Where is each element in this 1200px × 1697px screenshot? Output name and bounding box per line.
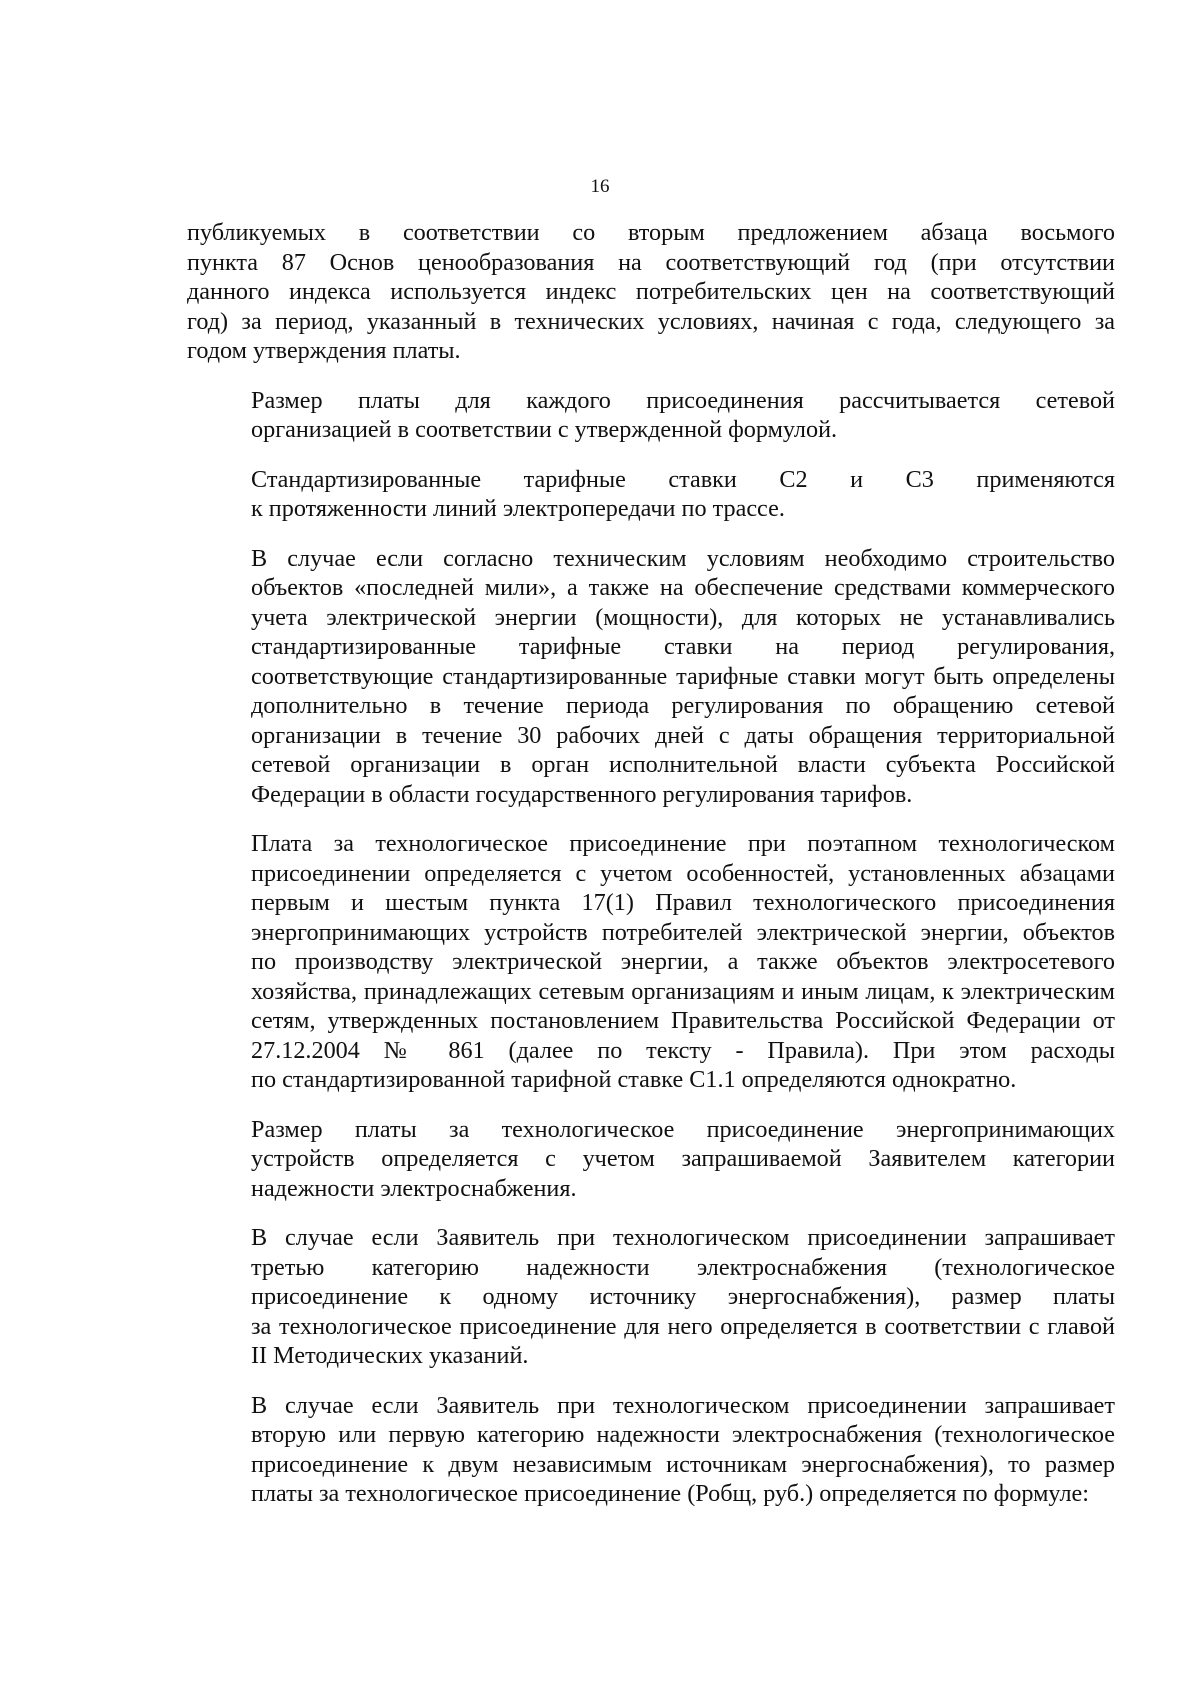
text-line: Размер платы для каждого присоединения рассчитывается сетевой — [251, 386, 1115, 414]
text-line: II Методических указаний. — [251, 1342, 529, 1369]
text-line: учета электрической энергии (мощности), для которых не устанавливались — [251, 603, 1115, 631]
text-line: дополнительно в течение периода регулирования по обращению сетевой — [251, 692, 1115, 719]
text-line: по стандартизированной тарифной ставке С1.1 определяются однократно. — [251, 1066, 1017, 1093]
text-line: за технологическое присоединение для него определяется в соответствии с главой — [251, 1312, 1115, 1340]
text-line: хозяйства, принадлежащих сетевым организациям и иным лицам, к электрическим — [251, 977, 1115, 1005]
text-line: к протяженности линий электропередачи по трассе. — [251, 495, 785, 522]
text-line: Федерации в области государственного регулирования тарифов. — [251, 780, 913, 808]
paragraph — [187, 1115, 1115, 1204]
text-line: устройств определяется с учетом запрашиваемой Заявителем категории — [251, 1145, 1115, 1172]
text-line: платы за технологическое присоединение (Робщ, руб.) определяется по формуле: — [251, 1480, 1089, 1507]
text-line: публикуемых в соответствии со вторым предложением абзаца восьмого — [187, 219, 1115, 246]
text-line: организацией в соответствии с утвержденной формулой. — [251, 416, 838, 443]
text-line: присоединении определяется с учетом особенностей, установленных абзацами — [251, 859, 1115, 887]
text-line: присоединение к одному источнику энергоснабжения), размер платы — [251, 1283, 1115, 1310]
text-line: сетевой организации в орган исполнительной власти субъекта Российской — [251, 751, 1115, 778]
document-body — [187, 218, 1115, 1529]
text-line: Стандартизированные тарифные ставки С2 и С3 применяются — [251, 465, 1115, 493]
paragraph — [187, 386, 1115, 445]
text-line: стандартизированные тарифные ставки на период регулирования, — [251, 633, 1115, 660]
text-line: надежности электроснабжения. — [251, 1174, 577, 1202]
text-line: 27.12.2004 № 861 (далее по тексту - Правила). При этом расходы — [251, 1036, 1115, 1064]
text-line: В случае если Заявитель при технологическом присоединении запрашивает — [251, 1391, 1115, 1419]
text-line: годом утверждения платы. — [187, 337, 461, 364]
text-line: В случае если Заявитель при технологическом присоединении запрашивает — [251, 1224, 1115, 1251]
text-line: вторую или первую категорию надежности электроснабжения (технологическое — [251, 1421, 1115, 1448]
paragraph — [187, 829, 1115, 1095]
paragraph — [187, 1391, 1115, 1509]
text-line: Размер платы за технологическое присоединение энергопринимающих — [251, 1115, 1115, 1143]
text-line: Плата за технологическое присоединение при поэтапном технологическом — [251, 830, 1115, 857]
text-line: третью категорию надежности электроснабжения (технологическое — [251, 1253, 1115, 1281]
paragraph — [187, 218, 1115, 366]
text-line: соответствующие стандартизированные тарифные ставки могут быть определены — [251, 662, 1115, 690]
text-line: данного индекса используется индекс потребительских цен на соответствующий — [187, 278, 1115, 305]
page-number: 16 — [590, 176, 610, 197]
paragraph — [187, 1223, 1115, 1371]
text-line: присоединение к двум независимым источникам энергоснабжения), то размер — [251, 1450, 1115, 1478]
text-line: организации в течение 30 рабочих дней с даты обращения территориальной — [251, 721, 1115, 749]
text-line: пункта 87 Основ ценообразования на соответствующий год (при отсутствии — [187, 248, 1115, 276]
paragraph — [187, 544, 1115, 810]
text-line: год) за период, указанный в технических условиях, начиная с года, следующего за — [187, 307, 1115, 335]
text-line: сетям, утвержденных постановлением Правительства Российской Федерации от — [251, 1007, 1115, 1034]
text-line: объектов «последней мили», а также на обеспечение средствами коммерческого — [251, 574, 1115, 601]
text-line: В случае если согласно техническим условиям необходимо строительство — [251, 544, 1115, 572]
text-line: первым и шестым пункта 17(1) Правил технологического присоединения — [251, 889, 1115, 916]
text-line: энергопринимающих устройств потребителей электрической энергии, объектов — [251, 918, 1115, 946]
text-line: по производству электрической энергии, а также объектов электросетевого — [251, 948, 1115, 975]
paragraph — [187, 465, 1115, 524]
